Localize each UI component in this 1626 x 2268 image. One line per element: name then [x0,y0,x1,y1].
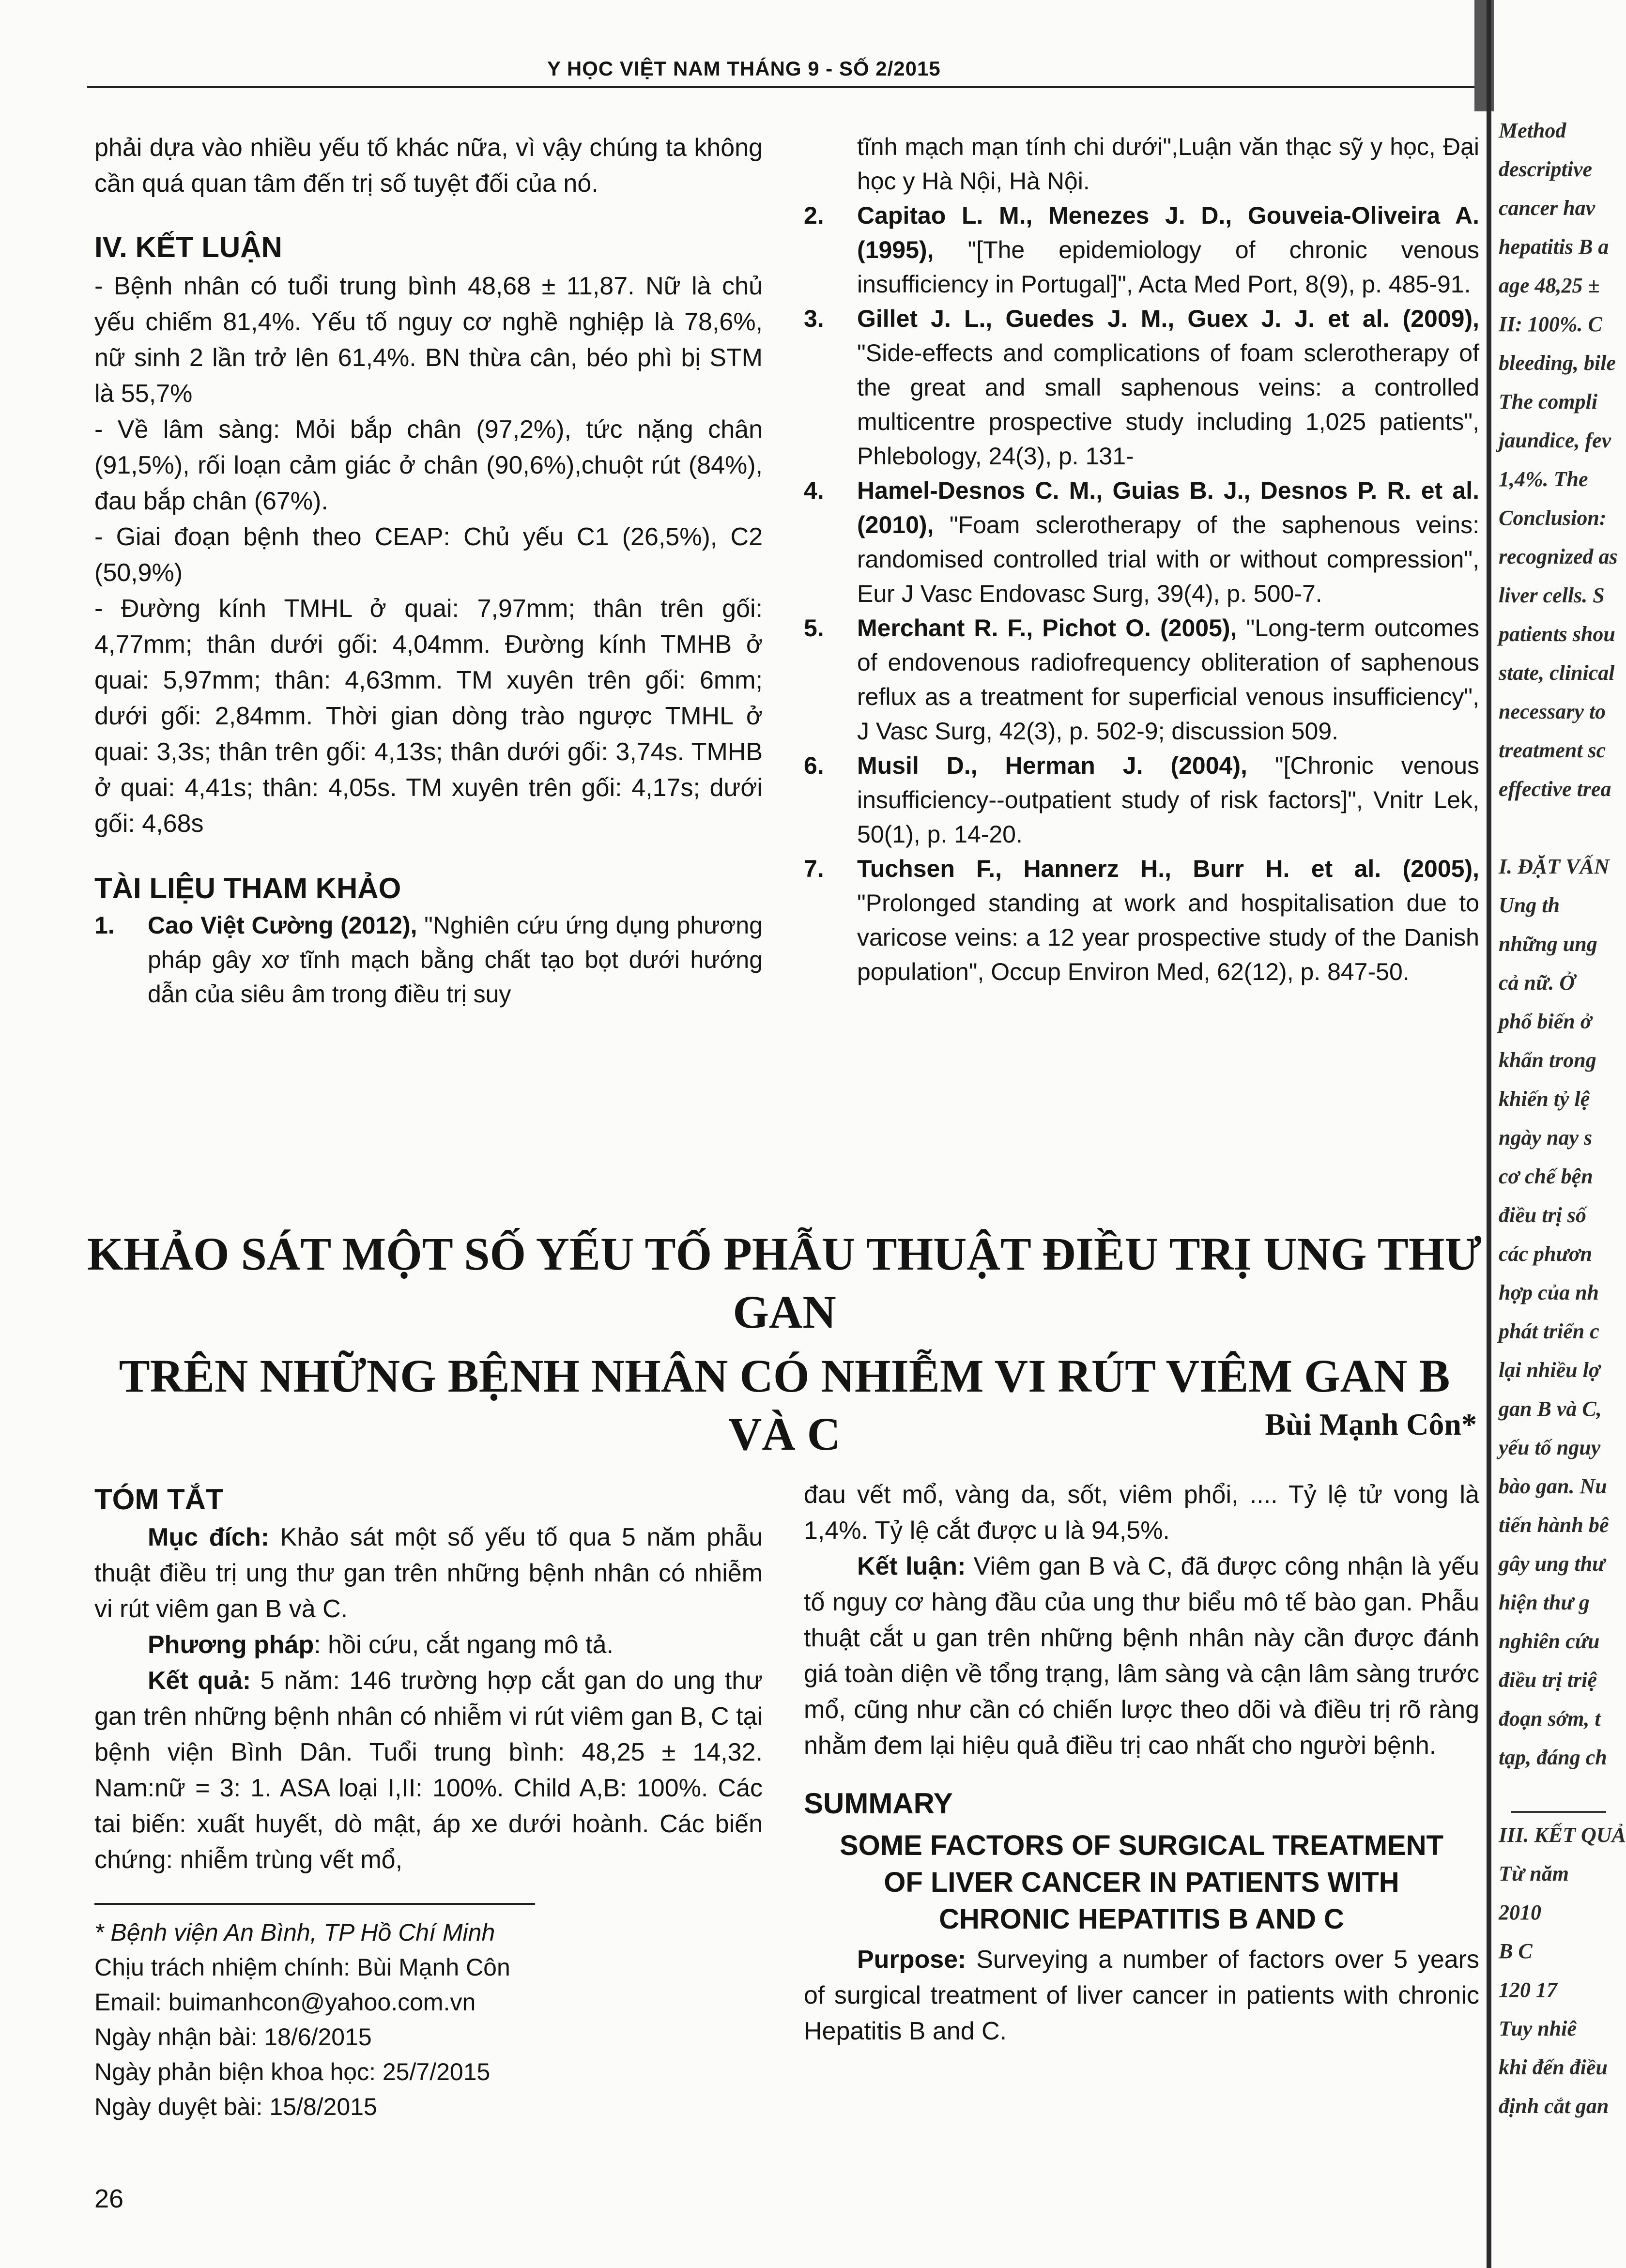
footnote-responsible: Chịu trách nhiệm chính: Bùi Mạnh Côn [94,1954,510,1981]
bleed-fragment [1499,1777,1606,1816]
reference-body [857,199,1479,302]
summary-purpose-label: Purpose: [857,1946,966,1974]
bleed-fragment: II: 100%. C [1499,312,1602,336]
journal-header: Y HỌC VIỆT NAM THÁNG 9 - SỐ 2/2015 [547,57,941,80]
summary-heading: SUMMARY [804,1787,953,1820]
conclusion-label: Kết luận: [857,1552,966,1580]
reference-number: 2. [804,202,824,229]
reference-item [804,199,1479,302]
bleed-fragment: cơ chế bện [1499,1165,1593,1188]
bleed-fragment: bleeding, bile [1499,351,1616,375]
bleed-fragment: Tuy nhiê [1499,2017,1577,2040]
reference-item [804,302,1479,474]
bleed-fragment: effective trea [1499,777,1611,801]
reference-number: 5. [804,614,824,642]
result-text: 5 năm: 146 trường hợp cắt gan do ung thư gan trên những bệnh nhân có nhiễm vi rút viêm gan B, C tại bệnh viện Bình Dân. Tuổi trung bình: 48,25 ± 14,32. Nam:nữ = 3: 1. ASA loại I,II: 100%. Child A,B: 100%. Các tai biến: xuất huyết, dò mật, áp xe dưới hoành. Các biến chứng: nhiễm trùng vết mổ, [94,1667,763,1874]
bleed-fragment: I. ĐẶT VẤN [1499,855,1610,878]
reference-number: 4. [804,477,824,504]
abstract-heading: TÓM TẮT [94,1483,224,1516]
reference-number: 6. [804,752,824,779]
bleed-fragment: recognized as [1499,545,1618,568]
bleed-fragment: lại nhiều lợ [1499,1358,1600,1382]
bleed-fragment: necessary to [1499,700,1606,723]
bleed-fragment: Ung th [1499,893,1560,917]
reference-authors: Gillet J. L., Guedes J. M., Guex J. J. et al. (2009), [857,305,1479,332]
bleed-fragment: phổ biến ở [1499,1010,1592,1033]
reference-number: 3. [804,305,824,332]
bleed-fragment: liver cells. S [1499,583,1605,607]
conclusion-paragraph: - Giai đoạn bệnh theo CEAP: Chủ yếu C1 (26,5%), C2 (50,9%) [94,523,763,587]
bleed-fragment: 1,4%. The [1499,467,1588,491]
article-title-line: KHẢO SÁT MỘT SỐ YẾU TỐ PHẪU THUẬT ĐIỀU TRỊ UNG THƯ GAN [87,1228,1482,1338]
reference-item [94,908,763,1011]
bleed-fragment: 120 17 [1499,1978,1557,2002]
prev-article-right-column [804,130,1479,989]
footnotes [94,1915,763,2124]
reference-list [94,908,763,1011]
reference-body [857,852,1479,989]
bleed-fragment: state, clinical [1499,661,1615,685]
references-heading: TÀI LIỆU THAM KHẢO [94,872,401,904]
bleed-fragment: hepatitis B a [1499,235,1609,259]
summary-title-line: SOME FACTORS OF SURGICAL TREATMENT [839,1830,1444,1861]
summary-title-line: CHRONIC HEPATITIS B AND C [939,1903,1344,1935]
bleed-fragment: Từ năm [1499,1862,1569,1885]
bleed-fragment: bào gan. Nu [1499,1474,1607,1498]
bleed-fragment: hợp của nh [1499,1281,1599,1304]
reference-text: "Foam sclerotherapy of the saphenous veins: randomised controlled trial with or without compression", Eur J Vasc Endovasc Surg, 39(4), p. 500-7. [857,511,1479,607]
reference-text: "Prolonged standing at work and hospitalisation due to varicose veins: a 12 year prospective study of the Danish population", Occup Environ Med, 62(12), p. 847-50. [857,889,1479,985]
bleed-fragment: điều trị triệ [1499,1668,1597,1692]
bleed-fragment: đoạn sớm, t [1499,1707,1601,1731]
header-rule [87,86,1482,88]
reference-body [148,908,763,1011]
method-label: Phương pháp [148,1631,314,1659]
summary-title [804,1827,1479,1938]
bleed-fragment: descriptive [1499,157,1593,181]
reference-number: 7. [804,855,824,882]
footnote-review-date: Ngày phản biện khoa học: 25/7/2015 [94,2058,491,2085]
summary-purpose [804,1942,1479,2049]
next-page-table-rule [1511,1811,1606,1958]
bleed-fragment: định cắt gan [1499,2094,1609,2118]
reference-body [857,302,1479,474]
bleed-fragment [1499,809,1606,847]
bleed-fragment: Method [1499,119,1566,142]
page-spine [1487,0,1491,2268]
bleed-spacer [1499,0,1606,111]
bleed-fragment: điều trị số [1499,1203,1586,1227]
bleed-fragment: The compli [1499,390,1598,414]
bleed-fragment: gan B và C, [1499,1397,1602,1421]
bleed-fragment: yếu tố nguy [1499,1436,1601,1459]
reference-authors: Cao Việt Cường (2012), [148,912,417,939]
conclusion-paragraph: - Về lâm sàng: Mỏi bắp chân (97,2%), tức nặng chân (91,5%), rối loạn cảm giác ở chân (90,6%),chuột rút (84%), đau bắp chân (67%). [94,415,763,515]
bleed-fragment: age 48,25 ± [1499,274,1600,297]
reference-text: "Nghiên cứu ứng dụng phương pháp gây xơ tĩnh mạch bằng chất tạo bọt dưới hướng dẫn của siêu âm trong điều trị suy [148,912,763,1008]
article-author: Bùi Mạnh Côn* [1265,1407,1477,1441]
method-text: : hồi cứu, cắt ngang mô tả. [314,1631,614,1659]
bleed-fragment: khiến tỷ lệ [1499,1087,1590,1111]
article-title-line: TRÊN NHỮNG BỆNH NHÂN CÓ NHIỄM VI RÚT VIÊM GAN B VÀ C [119,1350,1450,1460]
abstract-right-column [804,1477,1479,2049]
reference-text: "[Chronic venous insufficiency--outpatient study of risk factors]", Vnitr Lek, 50(1), p. 14-20. [857,752,1480,848]
footnote-affiliation: * Bệnh viện An Bình, TP Hồ Chí Minh [94,1919,495,1946]
bleed-fragment: Conclusion: [1499,506,1607,530]
reference-body [857,749,1479,852]
reference-authors: Merchant R. F., Pichot O. (2005), [857,614,1237,642]
bleed-fragment: hiện thư g [1499,1591,1590,1614]
bleed-fragment: những ung [1499,932,1597,956]
prev-article-left-column [94,130,763,1011]
reference-item [804,611,1479,749]
footnote-email: Email: buimanhcon@yahoo.com.vn [94,1989,476,2016]
result-label: Kết quả: [148,1667,251,1695]
reference-list-continued [804,130,1479,989]
bleed-fragment: khi đến điều [1499,2055,1608,2079]
reference-item [804,852,1479,989]
page-number: 26 [94,2184,124,2213]
reference-authors: Capitao L. M., Menezes J. D., Gouveia-Oliveira A. (1995), [857,202,1479,263]
bleed-fragment: III. KẾT QUẢ [1499,1823,1626,1847]
bleed-fragment: B C [1499,1939,1533,1963]
bleed-fragment: khẩn trong [1499,1048,1596,1072]
bleed-fragment: các phươn [1499,1242,1592,1266]
abstract-left-column [94,1482,763,1878]
abstract-purpose [94,1519,763,1627]
bleed-fragment: gây ung thư [1499,1552,1605,1576]
bleed-fragment: nghiên cứu [1499,1629,1600,1653]
purpose-label: Mục đích: [148,1523,269,1551]
reference-authors: Musil D., Herman J. (2004), [857,752,1247,779]
bleed-fragment: 2010 [1499,1900,1541,1924]
abstract-method [94,1627,763,1663]
reference-item [804,749,1479,852]
bleed-fragment: tạp, đáng ch [1499,1746,1607,1769]
prev-intro-paragraph: phải dựa vào nhiều yếu tố khác nữa, vì vậy chúng ta không cần quá quan tâm đến trị số tuyệt đối của nó. [94,134,763,198]
bleed-fragment: cancer hav [1499,196,1595,220]
abstract-result-continued: đau vết mổ, vàng da, sốt, viêm phổi, .... Tỷ lệ tử vong là 1,4%. Tỷ lệ cắt được u là 94,5%. [804,1481,1479,1545]
reference-authors: Tuchsen F., Hannerz H., Burr H. et al. (2005), [857,855,1479,882]
footnote-received-date: Ngày nhận bài: 18/6/2015 [94,2023,372,2051]
conclusion-paragraph: - Bệnh nhân có tuổi trung bình 48,68 ± 11,87. Nữ là chủ yếu chiếm 81,4%. Yếu tố nguy cơ nghề nghiệp là 78,6%, nữ sinh 2 lần trở lên 61,4%. BN thừa cân, béo phì bị STM là 55,7% [94,272,763,408]
reference-text: "[The epidemiology of chronic venous insufficiency in Portugal]", Acta Med Port, 8(9), p. 485-91. [857,236,1479,298]
footnote-approval-date: Ngày duyệt bài: 15/8/2015 [94,2093,377,2120]
bleed-fragment: ngày nay s [1499,1126,1593,1149]
conclusion-text: Viêm gan B và C, đã được công nhận là yếu tố nguy cơ hàng đầu của ung thư biểu mô tế bào gan. Phẫu thuật cắt u gan trên những bệnh nhân này cần được đánh giá toàn diện về tổng trạng, lâm sàng và cận lâm sàng trước mổ, cũng như cần có chiến lược theo dõi và điều trị rõ ràng nhằm đem lại hiệu quả điều trị cao nhất cho người bệnh. [804,1552,1479,1760]
reference-text: "Side-effects and complications of foam sclerotherapy of the great and small saphenous veins: a controlled multicentre prospective study including 1,025 patients", Phlebology, 24(3), p. 131- [857,339,1479,470]
reference-item [804,474,1479,611]
reference-item [804,130,1479,199]
bleed-fragment: phát triển c [1499,1319,1599,1343]
reference-body [857,474,1479,611]
abstract-result [94,1663,763,1878]
reference-authors: Hamel-Desnos C. M., Guias B. J., Desnos P. R. et al. (2010), [857,477,1479,538]
reference-text: "Long-term outcomes of endovenous radiofrequency obliteration of saphenous reflux as a treatment for superficial venous insufficiency", J Vasc Surg, 42(3), p. 502-9; discussion 509. [857,614,1479,745]
abstract-conclusion [804,1548,1479,1763]
conclusion-heading: IV. KẾT LUẬN [94,231,282,263]
conclusion-paragraph: - Đường kính TMHL ở quai: 7,97mm; thân trên gối: 4,77mm; thân dưới gối: 4,04mm. Đường kính TMHB ở quai: 5,97mm; thân: 4,63mm. TM xuyên trên gối: 6mm; dưới gối: 2,84mm. Thời gian dòng trào ngược TMHL ở quai: 3,3s; thân trên gối: 4,13s; thân dưới gối: 3,74s. TMHB ở quai: 4,41s; thân: 4,05s. TM xuyên trên gối: 4,17s; dưới gối: 4,68s [94,595,763,838]
bleed-fragment: cả nữ. Ở [1499,971,1575,995]
bleed-fragment: patients shou [1499,622,1615,646]
reference-number: 1. [94,912,115,939]
summary-title-line: OF LIVER CANCER IN PATIENTS WITH [884,1867,1399,1898]
footnote-rule [94,1903,535,1905]
bleed-fragment: tiến hành bê [1499,1513,1609,1537]
reference-body [857,611,1479,749]
bleed-fragment: treatment sc [1499,738,1606,762]
summary-purpose-text: Surveying a number of factors over 5 years of surgical treatment of liver cancer in patients with chronic Hepatitis B and C. [804,1946,1479,2045]
reference-text: tĩnh mạch mạn tính chi dưới",Luận văn thạc sỹ y học, Đại học y Hà Nội, Hà Nội. [857,133,1479,195]
purpose-text: Khảo sát một số yếu tố qua 5 năm phẫu thuật điều trị ung thư gan trên những bệnh nhân có nhiễm vi rút viêm gan B và C. [94,1523,763,1623]
bleed-fragment: jaundice, fev [1499,429,1611,452]
